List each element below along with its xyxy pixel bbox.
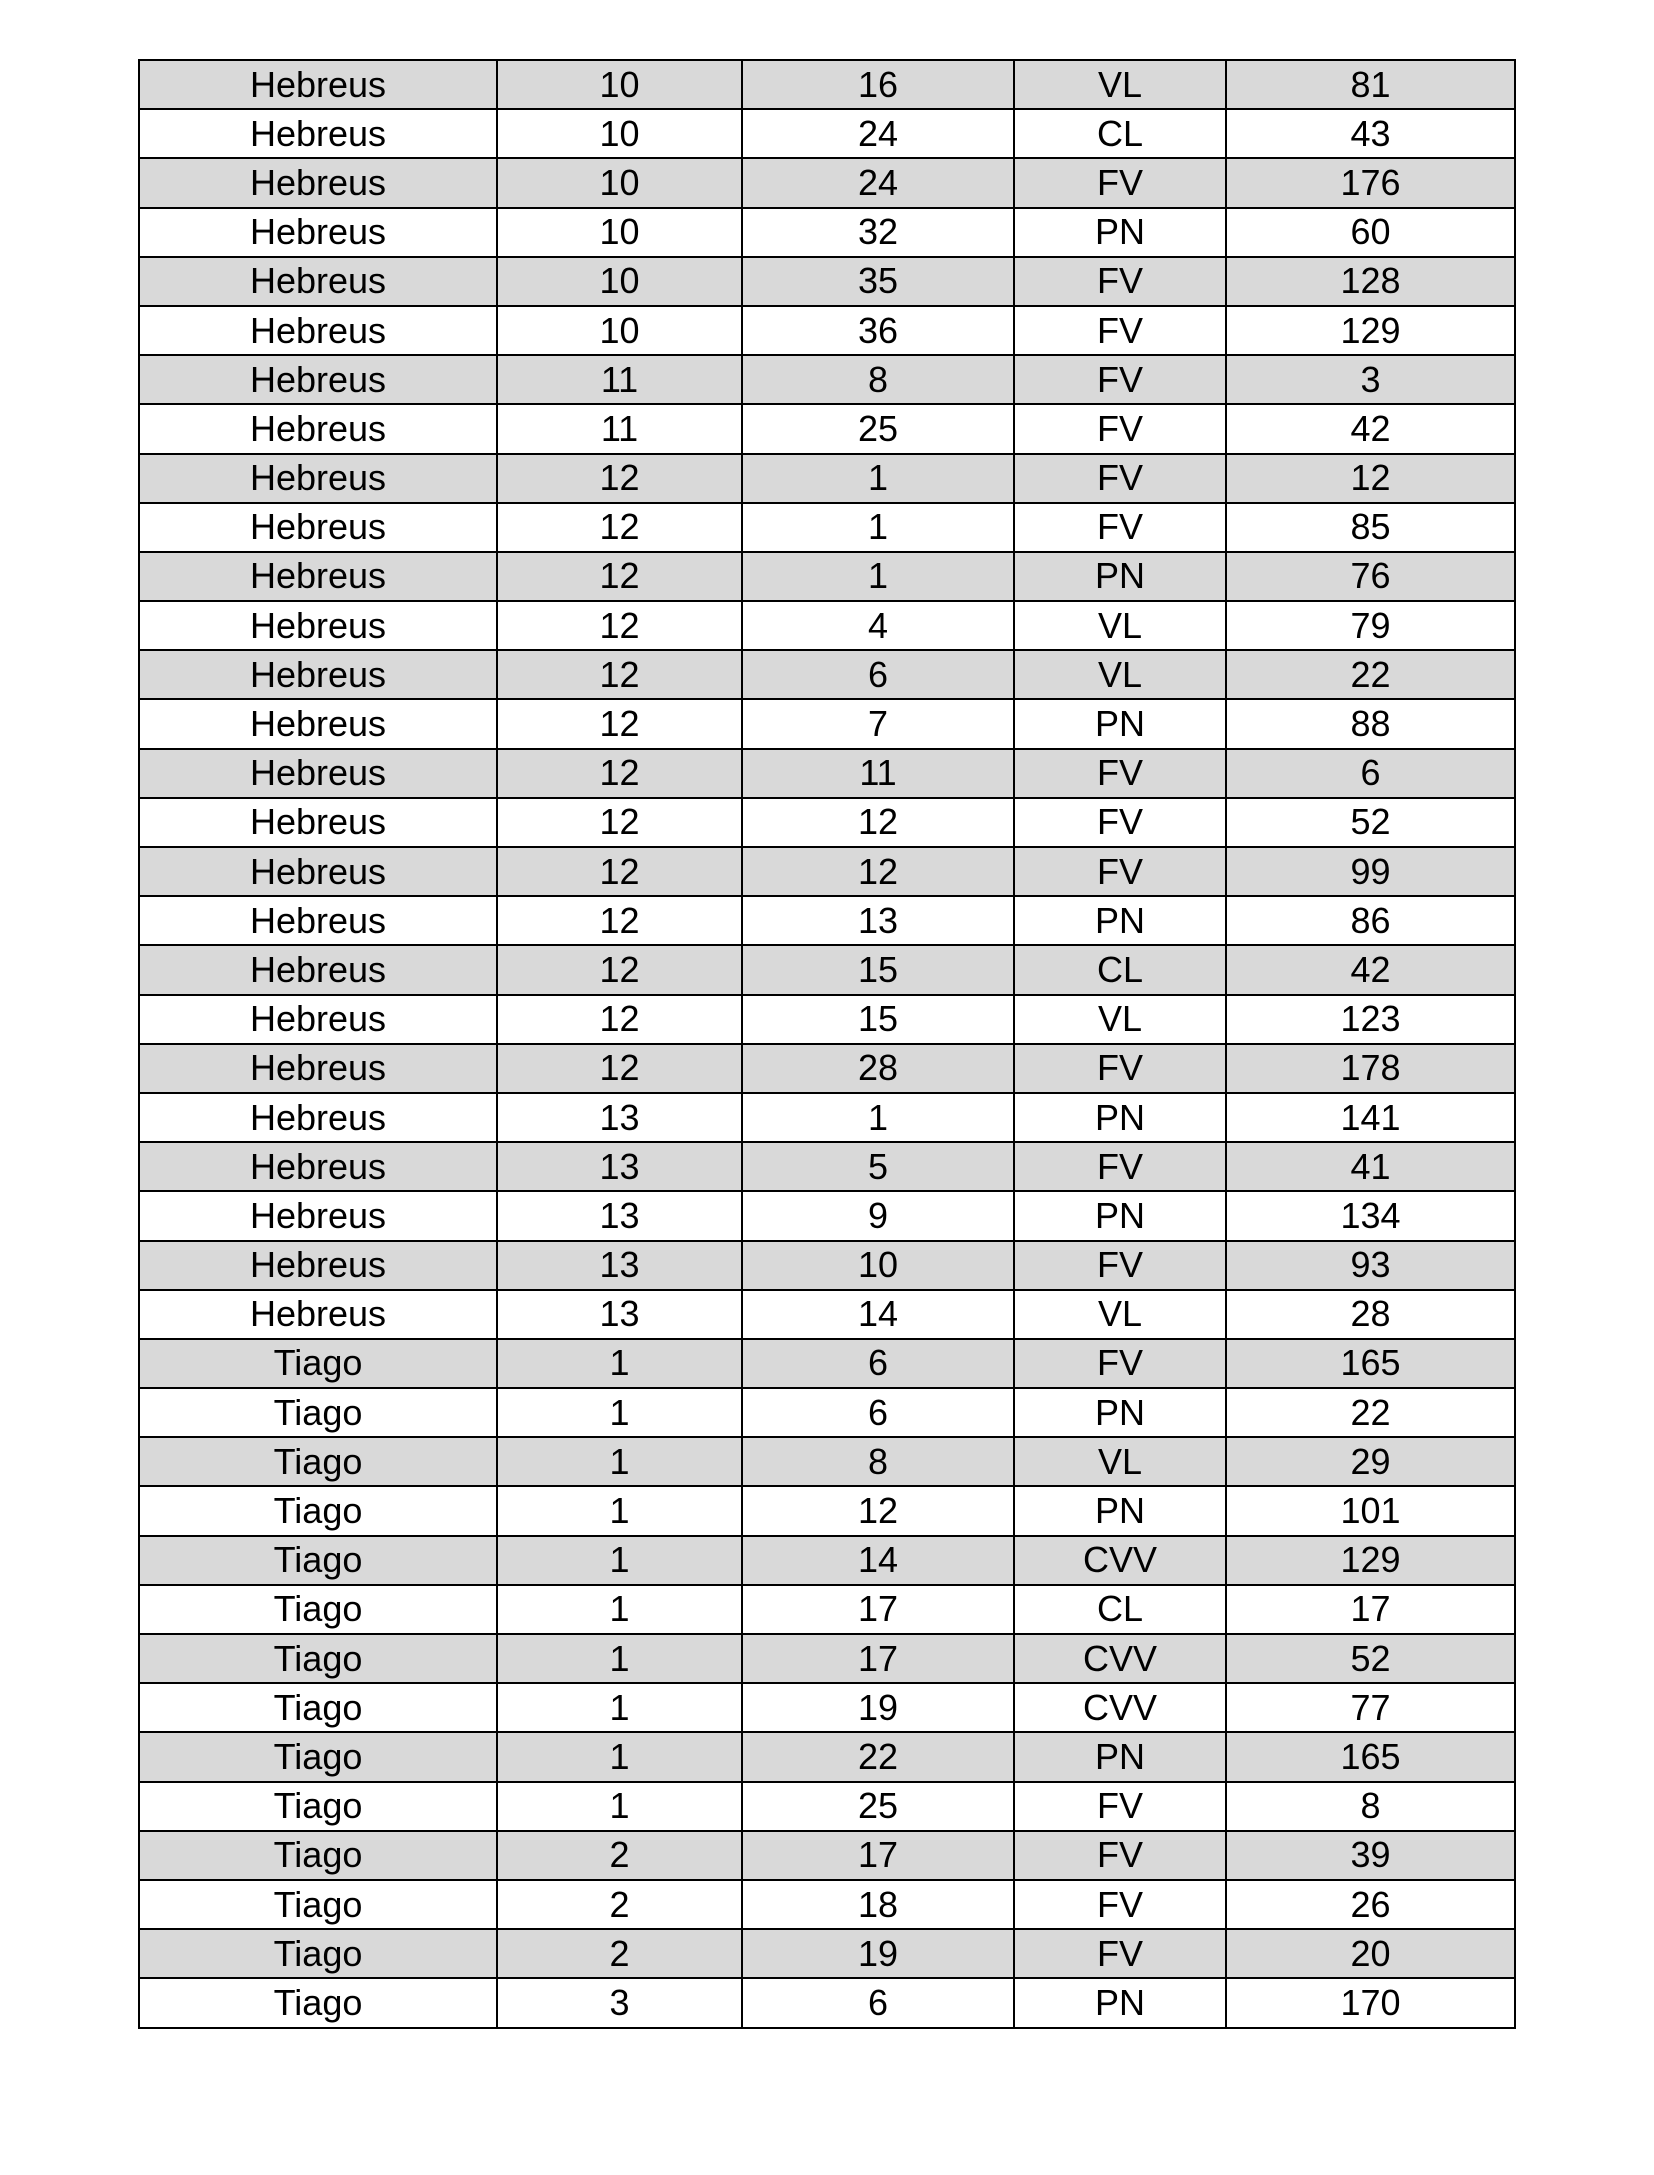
number-cell: 99 bbox=[1226, 847, 1515, 896]
number-cell: 77 bbox=[1226, 1683, 1515, 1732]
table-row bbox=[139, 1782, 1515, 1831]
number-cell: 42 bbox=[1226, 404, 1515, 453]
book-cell: Hebreus bbox=[139, 798, 497, 847]
category-cell: CVV bbox=[1014, 1536, 1226, 1585]
chapter-cell: 13 bbox=[497, 1191, 742, 1240]
category-cell: PN bbox=[1014, 1486, 1226, 1535]
table-row bbox=[139, 1978, 1515, 2027]
chapter-cell: 12 bbox=[497, 650, 742, 699]
verse-cell: 36 bbox=[742, 306, 1014, 355]
chapter-cell: 12 bbox=[497, 749, 742, 798]
book-cell: Hebreus bbox=[139, 404, 497, 453]
category-cell: CL bbox=[1014, 109, 1226, 158]
number-cell: 52 bbox=[1226, 798, 1515, 847]
table-row bbox=[139, 552, 1515, 601]
number-cell: 41 bbox=[1226, 1142, 1515, 1191]
category-cell: PN bbox=[1014, 699, 1226, 748]
verse-cell: 17 bbox=[742, 1585, 1014, 1634]
book-cell: Tiago bbox=[139, 1831, 497, 1880]
verse-cell: 1 bbox=[742, 552, 1014, 601]
verse-cell: 24 bbox=[742, 109, 1014, 158]
chapter-cell: 1 bbox=[497, 1339, 742, 1388]
category-cell: PN bbox=[1014, 1093, 1226, 1142]
book-cell: Hebreus bbox=[139, 552, 497, 601]
number-cell: 176 bbox=[1226, 158, 1515, 207]
verse-cell: 6 bbox=[742, 1388, 1014, 1437]
number-cell: 39 bbox=[1226, 1831, 1515, 1880]
book-cell: Hebreus bbox=[139, 1142, 497, 1191]
verse-cell: 1 bbox=[742, 503, 1014, 552]
book-cell: Tiago bbox=[139, 1732, 497, 1781]
table-row bbox=[139, 995, 1515, 1044]
chapter-cell: 1 bbox=[497, 1388, 742, 1437]
chapter-cell: 10 bbox=[497, 257, 742, 306]
category-cell: FV bbox=[1014, 503, 1226, 552]
chapter-cell: 12 bbox=[497, 503, 742, 552]
category-cell: VL bbox=[1014, 601, 1226, 650]
chapter-cell: 2 bbox=[497, 1880, 742, 1929]
number-cell: 128 bbox=[1226, 257, 1515, 306]
table-body bbox=[139, 60, 1515, 2028]
table-row bbox=[139, 109, 1515, 158]
verse-cell: 15 bbox=[742, 945, 1014, 994]
chapter-cell: 3 bbox=[497, 1978, 742, 2027]
verse-cell: 25 bbox=[742, 404, 1014, 453]
book-cell: Hebreus bbox=[139, 1241, 497, 1290]
verse-cell: 7 bbox=[742, 699, 1014, 748]
book-cell: Tiago bbox=[139, 1437, 497, 1486]
number-cell: 123 bbox=[1226, 995, 1515, 1044]
number-cell: 26 bbox=[1226, 1880, 1515, 1929]
table-row bbox=[139, 1044, 1515, 1093]
category-cell: PN bbox=[1014, 896, 1226, 945]
book-cell: Tiago bbox=[139, 1339, 497, 1388]
book-cell: Hebreus bbox=[139, 454, 497, 503]
book-cell: Tiago bbox=[139, 1536, 497, 1585]
category-cell: FV bbox=[1014, 749, 1226, 798]
number-cell: 129 bbox=[1226, 1536, 1515, 1585]
book-cell: Hebreus bbox=[139, 60, 497, 109]
chapter-cell: 1 bbox=[497, 1437, 742, 1486]
verse-cell: 22 bbox=[742, 1732, 1014, 1781]
verse-cell: 15 bbox=[742, 995, 1014, 1044]
verse-cell: 9 bbox=[742, 1191, 1014, 1240]
book-cell: Tiago bbox=[139, 1585, 497, 1634]
table-row bbox=[139, 1241, 1515, 1290]
verse-cell: 17 bbox=[742, 1634, 1014, 1683]
table-row bbox=[139, 1536, 1515, 1585]
chapter-cell: 12 bbox=[497, 995, 742, 1044]
chapter-cell: 1 bbox=[497, 1536, 742, 1585]
chapter-cell: 12 bbox=[497, 454, 742, 503]
number-cell: 134 bbox=[1226, 1191, 1515, 1240]
book-cell: Hebreus bbox=[139, 257, 497, 306]
category-cell: FV bbox=[1014, 257, 1226, 306]
number-cell: 42 bbox=[1226, 945, 1515, 994]
category-cell: VL bbox=[1014, 995, 1226, 1044]
verse-cell: 1 bbox=[742, 454, 1014, 503]
chapter-cell: 12 bbox=[497, 699, 742, 748]
verse-cell: 4 bbox=[742, 601, 1014, 650]
category-cell: PN bbox=[1014, 1978, 1226, 2027]
number-cell: 6 bbox=[1226, 749, 1515, 798]
verse-cell: 1 bbox=[742, 1093, 1014, 1142]
table-row bbox=[139, 896, 1515, 945]
table-row bbox=[139, 945, 1515, 994]
book-cell: Hebreus bbox=[139, 699, 497, 748]
table-row bbox=[139, 454, 1515, 503]
chapter-cell: 10 bbox=[497, 158, 742, 207]
table-row bbox=[139, 60, 1515, 109]
book-cell: Hebreus bbox=[139, 158, 497, 207]
verse-cell: 6 bbox=[742, 1978, 1014, 2027]
table-row bbox=[139, 601, 1515, 650]
book-cell: Hebreus bbox=[139, 503, 497, 552]
number-cell: 28 bbox=[1226, 1290, 1515, 1339]
chapter-cell: 12 bbox=[497, 798, 742, 847]
verse-cell: 14 bbox=[742, 1290, 1014, 1339]
verse-cell: 8 bbox=[742, 355, 1014, 404]
table-row bbox=[139, 1437, 1515, 1486]
table-row bbox=[139, 355, 1515, 404]
table-row bbox=[139, 404, 1515, 453]
number-cell: 20 bbox=[1226, 1929, 1515, 1978]
chapter-cell: 12 bbox=[497, 945, 742, 994]
table-row bbox=[139, 1732, 1515, 1781]
number-cell: 3 bbox=[1226, 355, 1515, 404]
category-cell: FV bbox=[1014, 798, 1226, 847]
book-cell: Hebreus bbox=[139, 306, 497, 355]
chapter-cell: 12 bbox=[497, 847, 742, 896]
verse-cell: 32 bbox=[742, 208, 1014, 257]
category-cell: FV bbox=[1014, 306, 1226, 355]
book-cell: Hebreus bbox=[139, 945, 497, 994]
chapter-cell: 10 bbox=[497, 208, 742, 257]
number-cell: 129 bbox=[1226, 306, 1515, 355]
category-cell: VL bbox=[1014, 60, 1226, 109]
chapter-cell: 1 bbox=[497, 1585, 742, 1634]
table-row bbox=[139, 1585, 1515, 1634]
data-table bbox=[138, 59, 1516, 2029]
verse-cell: 13 bbox=[742, 896, 1014, 945]
number-cell: 22 bbox=[1226, 650, 1515, 699]
book-cell: Hebreus bbox=[139, 109, 497, 158]
table-row bbox=[139, 798, 1515, 847]
book-cell: Tiago bbox=[139, 1929, 497, 1978]
table-row bbox=[139, 503, 1515, 552]
chapter-cell: 1 bbox=[497, 1732, 742, 1781]
chapter-cell: 13 bbox=[497, 1290, 742, 1339]
category-cell: CVV bbox=[1014, 1683, 1226, 1732]
verse-cell: 19 bbox=[742, 1683, 1014, 1732]
number-cell: 17 bbox=[1226, 1585, 1515, 1634]
verse-cell: 6 bbox=[742, 650, 1014, 699]
verse-cell: 8 bbox=[742, 1437, 1014, 1486]
verse-cell: 24 bbox=[742, 158, 1014, 207]
table-row bbox=[139, 1683, 1515, 1732]
number-cell: 76 bbox=[1226, 552, 1515, 601]
verse-cell: 10 bbox=[742, 1241, 1014, 1290]
table-row bbox=[139, 1290, 1515, 1339]
chapter-cell: 12 bbox=[497, 601, 742, 650]
verse-cell: 5 bbox=[742, 1142, 1014, 1191]
category-cell: FV bbox=[1014, 404, 1226, 453]
chapter-cell: 13 bbox=[497, 1241, 742, 1290]
table-row bbox=[139, 257, 1515, 306]
table-row bbox=[139, 1634, 1515, 1683]
category-cell: VL bbox=[1014, 650, 1226, 699]
number-cell: 93 bbox=[1226, 1241, 1515, 1290]
chapter-cell: 12 bbox=[497, 552, 742, 601]
table-row bbox=[139, 1191, 1515, 1240]
category-cell: CVV bbox=[1014, 1634, 1226, 1683]
verse-cell: 35 bbox=[742, 257, 1014, 306]
book-cell: Hebreus bbox=[139, 749, 497, 798]
verse-cell: 25 bbox=[742, 1782, 1014, 1831]
number-cell: 165 bbox=[1226, 1732, 1515, 1781]
category-cell: FV bbox=[1014, 158, 1226, 207]
table-row bbox=[139, 699, 1515, 748]
verse-cell: 11 bbox=[742, 749, 1014, 798]
book-cell: Tiago bbox=[139, 1683, 497, 1732]
book-cell: Hebreus bbox=[139, 1044, 497, 1093]
table-row bbox=[139, 1486, 1515, 1535]
category-cell: FV bbox=[1014, 1339, 1226, 1388]
category-cell: FV bbox=[1014, 847, 1226, 896]
chapter-cell: 1 bbox=[497, 1634, 742, 1683]
verse-cell: 16 bbox=[742, 60, 1014, 109]
category-cell: PN bbox=[1014, 1388, 1226, 1437]
book-cell: Tiago bbox=[139, 1634, 497, 1683]
table-row bbox=[139, 208, 1515, 257]
table-row bbox=[139, 1142, 1515, 1191]
number-cell: 29 bbox=[1226, 1437, 1515, 1486]
category-cell: FV bbox=[1014, 1880, 1226, 1929]
book-cell: Hebreus bbox=[139, 995, 497, 1044]
category-cell: FV bbox=[1014, 454, 1226, 503]
number-cell: 86 bbox=[1226, 896, 1515, 945]
number-cell: 43 bbox=[1226, 109, 1515, 158]
book-cell: Tiago bbox=[139, 1388, 497, 1437]
number-cell: 12 bbox=[1226, 454, 1515, 503]
table-row bbox=[139, 1093, 1515, 1142]
category-cell: PN bbox=[1014, 1191, 1226, 1240]
verse-cell: 12 bbox=[742, 798, 1014, 847]
table-row bbox=[139, 158, 1515, 207]
number-cell: 81 bbox=[1226, 60, 1515, 109]
chapter-cell: 1 bbox=[497, 1683, 742, 1732]
verse-cell: 6 bbox=[742, 1339, 1014, 1388]
category-cell: FV bbox=[1014, 1241, 1226, 1290]
category-cell: CL bbox=[1014, 1585, 1226, 1634]
category-cell: PN bbox=[1014, 552, 1226, 601]
book-cell: Hebreus bbox=[139, 1191, 497, 1240]
chapter-cell: 12 bbox=[497, 896, 742, 945]
chapter-cell: 2 bbox=[497, 1831, 742, 1880]
chapter-cell: 10 bbox=[497, 306, 742, 355]
book-cell: Hebreus bbox=[139, 355, 497, 404]
table-row bbox=[139, 1831, 1515, 1880]
category-cell: PN bbox=[1014, 1732, 1226, 1781]
chapter-cell: 13 bbox=[497, 1142, 742, 1191]
verse-cell: 14 bbox=[742, 1536, 1014, 1585]
book-cell: Tiago bbox=[139, 1880, 497, 1929]
chapter-cell: 10 bbox=[497, 109, 742, 158]
number-cell: 178 bbox=[1226, 1044, 1515, 1093]
chapter-cell: 10 bbox=[497, 60, 742, 109]
category-cell: VL bbox=[1014, 1290, 1226, 1339]
number-cell: 52 bbox=[1226, 1634, 1515, 1683]
table-row bbox=[139, 847, 1515, 896]
table-row bbox=[139, 1388, 1515, 1437]
table-row bbox=[139, 1339, 1515, 1388]
category-cell: FV bbox=[1014, 1142, 1226, 1191]
table-row bbox=[139, 306, 1515, 355]
category-cell: FV bbox=[1014, 1782, 1226, 1831]
book-cell: Hebreus bbox=[139, 601, 497, 650]
number-cell: 88 bbox=[1226, 699, 1515, 748]
verse-cell: 17 bbox=[742, 1831, 1014, 1880]
table-row bbox=[139, 1929, 1515, 1978]
category-cell: FV bbox=[1014, 1831, 1226, 1880]
chapter-cell: 11 bbox=[497, 355, 742, 404]
chapter-cell: 2 bbox=[497, 1929, 742, 1978]
category-cell: CL bbox=[1014, 945, 1226, 994]
table-row bbox=[139, 1880, 1515, 1929]
book-cell: Tiago bbox=[139, 1486, 497, 1535]
book-cell: Tiago bbox=[139, 1978, 497, 2027]
category-cell: FV bbox=[1014, 1929, 1226, 1978]
book-cell: Hebreus bbox=[139, 896, 497, 945]
verse-cell: 12 bbox=[742, 1486, 1014, 1535]
number-cell: 141 bbox=[1226, 1093, 1515, 1142]
verse-cell: 28 bbox=[742, 1044, 1014, 1093]
chapter-cell: 1 bbox=[497, 1486, 742, 1535]
number-cell: 85 bbox=[1226, 503, 1515, 552]
category-cell: VL bbox=[1014, 1437, 1226, 1486]
number-cell: 79 bbox=[1226, 601, 1515, 650]
verse-cell: 12 bbox=[742, 847, 1014, 896]
number-cell: 60 bbox=[1226, 208, 1515, 257]
number-cell: 165 bbox=[1226, 1339, 1515, 1388]
book-cell: Hebreus bbox=[139, 1093, 497, 1142]
book-cell: Hebreus bbox=[139, 847, 497, 896]
verse-cell: 19 bbox=[742, 1929, 1014, 1978]
book-cell: Tiago bbox=[139, 1782, 497, 1831]
verse-cell: 18 bbox=[742, 1880, 1014, 1929]
category-cell: PN bbox=[1014, 208, 1226, 257]
number-cell: 170 bbox=[1226, 1978, 1515, 2027]
category-cell: FV bbox=[1014, 355, 1226, 404]
table-row bbox=[139, 749, 1515, 798]
chapter-cell: 12 bbox=[497, 1044, 742, 1093]
chapter-cell: 11 bbox=[497, 404, 742, 453]
number-cell: 101 bbox=[1226, 1486, 1515, 1535]
chapter-cell: 13 bbox=[497, 1093, 742, 1142]
number-cell: 8 bbox=[1226, 1782, 1515, 1831]
chapter-cell: 1 bbox=[497, 1782, 742, 1831]
book-cell: Hebreus bbox=[139, 1290, 497, 1339]
book-cell: Hebreus bbox=[139, 650, 497, 699]
category-cell: FV bbox=[1014, 1044, 1226, 1093]
number-cell: 22 bbox=[1226, 1388, 1515, 1437]
table-row bbox=[139, 650, 1515, 699]
book-cell: Hebreus bbox=[139, 208, 497, 257]
